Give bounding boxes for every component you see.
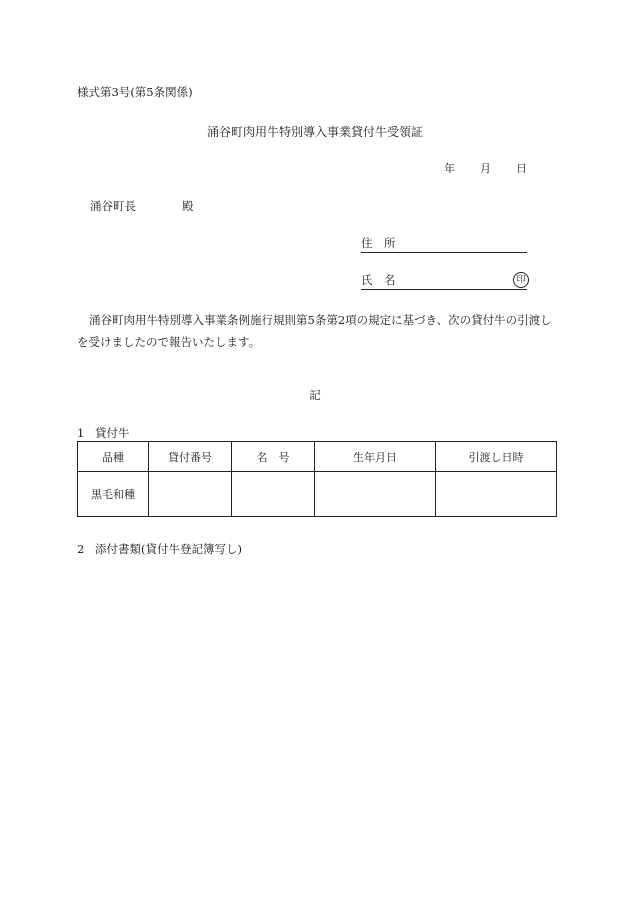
date-line: [444, 160, 527, 176]
header-loan-number: 貸付番号: [149, 442, 232, 472]
table-header-row: [78, 442, 557, 472]
document-title: 涌谷町肉用牛特別導入事業貸付牛受領証: [206, 125, 423, 139]
cattle-table: [77, 441, 557, 517]
header-birth-date: 生年月日: [315, 442, 436, 472]
item-2-heading: [77, 541, 242, 557]
item-2-label: 添付書類(貸付牛登記簿写し): [95, 542, 242, 556]
addressee: [90, 198, 194, 214]
cell-birth-date: [315, 472, 436, 517]
date-month-label: 月: [480, 162, 491, 175]
date-day-label: 日: [516, 162, 527, 175]
item-1-heading: [77, 425, 130, 441]
table-row: [78, 472, 557, 517]
item-1-label: 貸付牛: [95, 426, 130, 440]
cell-loan-number: [149, 472, 232, 517]
address-field: [361, 236, 527, 253]
form-number: 様式第3号(第5条関係): [77, 85, 193, 99]
date-year-label: 年: [444, 162, 455, 175]
cell-registered-name: [232, 472, 315, 517]
name-field: [361, 273, 527, 290]
header-registered-name: 名 号: [232, 442, 315, 472]
header-handover-datetime: 引渡し日時: [436, 442, 557, 472]
ki-heading: 記: [309, 388, 321, 402]
seal-mark: 印: [513, 272, 529, 288]
cell-handover-datetime: [436, 472, 557, 517]
item-1-number: 1: [77, 426, 85, 440]
addressee-honorific: 殿: [182, 199, 194, 213]
name-label: 氏 名: [361, 273, 396, 287]
addressee-name: 涌谷町長: [90, 199, 136, 213]
header-breed: 品種: [78, 442, 149, 472]
item-2-number: 2: [77, 542, 85, 556]
cell-breed: 黒毛和種: [78, 472, 149, 517]
address-label: 住 所: [361, 236, 396, 250]
body-text: 涌谷町肉用牛特別導入事業条例施行規則第5条第2項の規定に基づき、次の貸付牛の引渡しを受けましたので報告いたします。: [77, 313, 552, 349]
